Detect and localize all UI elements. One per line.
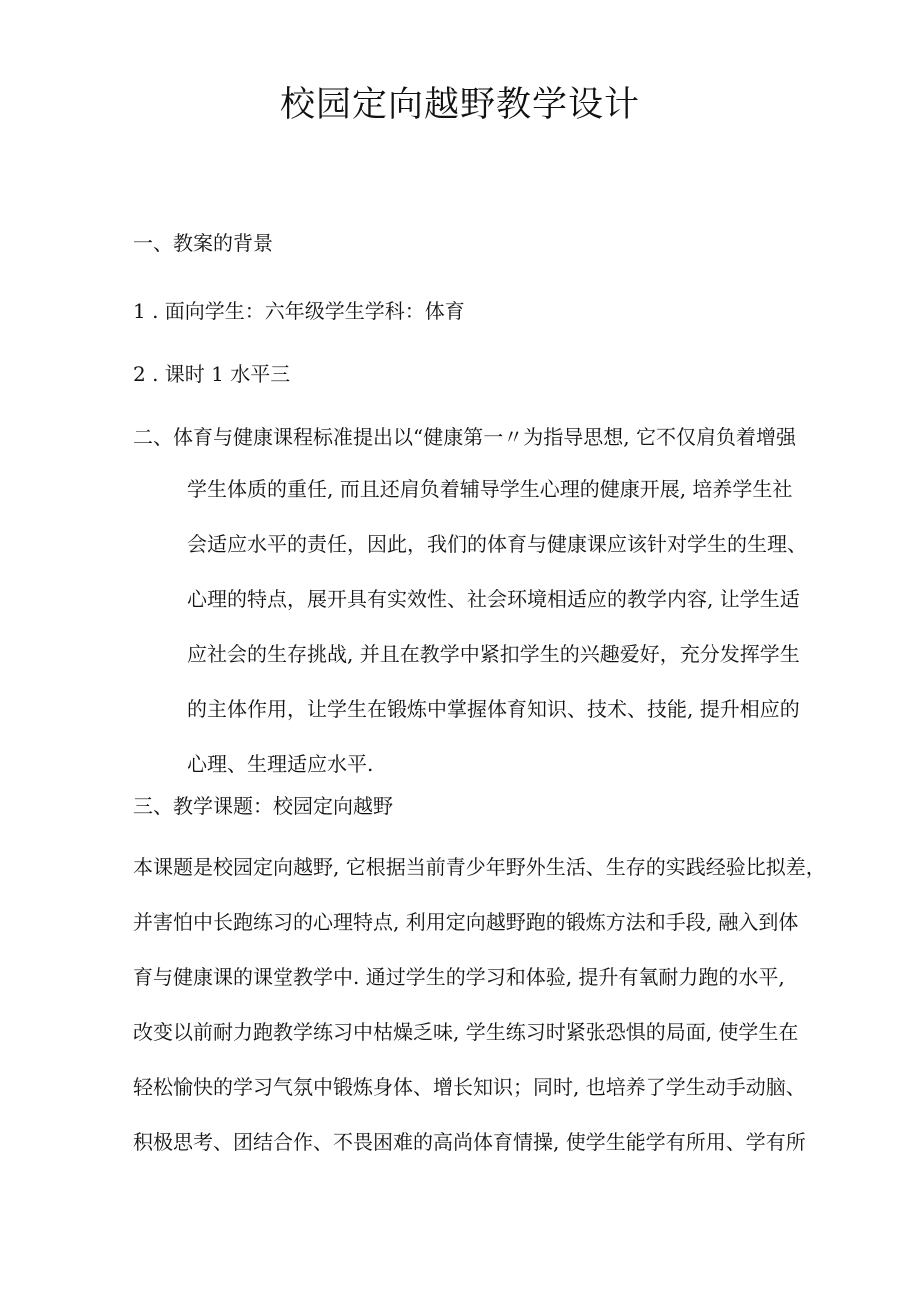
paragraph-line: 改变以前耐力跑教学练习中枯燥乏味, 学生练习时紧张恐惧的局面, 使学生在: [133, 1020, 799, 1044]
document-title: 校园定向越野教学设计: [279, 85, 640, 125]
paragraph-line: 轻松愉快的学习气氛中锻炼身体、增长知识；同时, 也培养了学生动手动脑、: [133, 1075, 806, 1099]
paragraph-line: 的主体作用，让学生在锻炼中掌握体育知识、技术、技能, 提升相应的: [187, 697, 800, 721]
section-heading-topic: 三、教学课题：校园定向越野: [133, 794, 393, 818]
paragraph-line: 积极思考、团结合作、不畏困难的高尚体育情操, 使学生能学有所用、学有所: [133, 1130, 806, 1154]
topic-paragraph: [133, 852, 826, 1182]
section-heading-background: 一、教案的背景: [133, 231, 273, 255]
curriculum-paragraph: [187, 474, 807, 804]
list-item-lesson-level: 2 . 课时 1 水平三: [133, 362, 291, 386]
paragraph-line: 学生体质的重任, 而且还肩负着辅导学生心理的健康开展, 培养学生社: [187, 477, 793, 501]
list-item-students-subject: 1 . 面向学生：六年级学生学科：体育: [133, 299, 465, 323]
paragraph-line: 本课题是校园定向越野, 它根据当前青少年野外生活、生存的实践经验比拟差，: [133, 855, 826, 879]
paragraph-line: 心理、生理适应水平.: [187, 752, 374, 776]
section-heading-curriculum: 二、体育与健康课程标准提出以“健康第一〃为指导思想, 它不仅肩负着增强: [133, 425, 796, 449]
paragraph-line: 会适应水平的责任，因此，我们的体育与健康课应该针对学生的生理、: [187, 532, 807, 556]
paragraph-line: 并害怕中长跑练习的心理特点, 利用定向越野跑的锻炼方法和手段, 融入到体: [133, 910, 799, 934]
paragraph-line: 育与健康课的课堂教学中. 通过学生的学习和体验, 提升有氧耐力跑的水平,: [133, 965, 785, 989]
paragraph-line: 应社会的生存挑战, 并且在教学中紧扣学生的兴趣爱好，充分发挥学生: [187, 642, 800, 666]
paragraph-line: 心理的特点，展开具有实效性、社会环境相适应的教学内容, 让学生适: [187, 587, 800, 611]
